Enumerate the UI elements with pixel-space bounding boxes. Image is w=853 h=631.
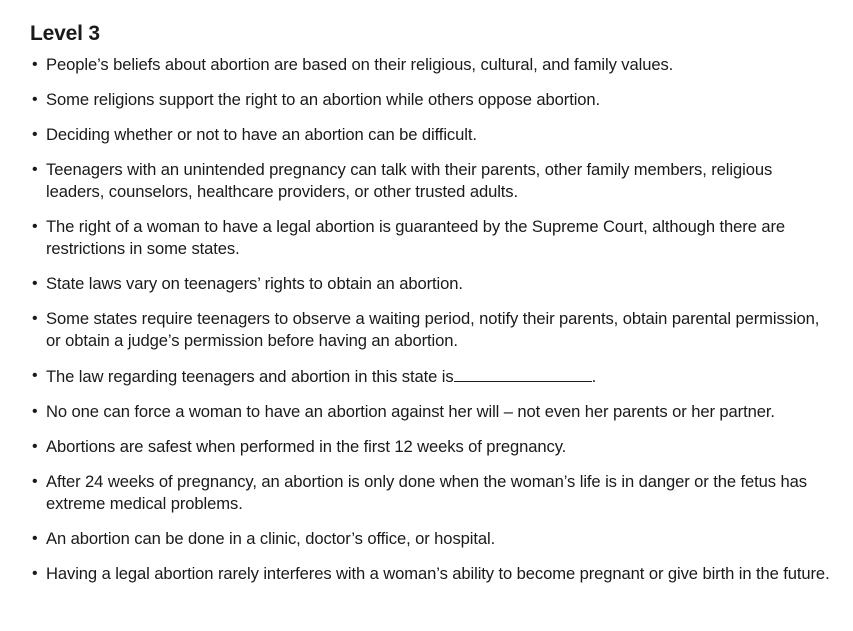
bullet-icon: • — [32, 126, 38, 143]
list-item-text: Teenagers with an unintended pregnancy can talk with their parents, other family members, religious leaders, counselors, healthcare providers, or other trusted adults. — [46, 160, 773, 201]
bullet-icon: • — [32, 218, 38, 235]
list-item-text: Abortions are safest when performed in the first 12 weeks of pregnancy. — [46, 437, 567, 456]
list-item — [30, 436, 830, 458]
list-item-text: People’s beliefs about abortion are based on their religious, cultural, and family values. — [46, 55, 674, 74]
list-item-text: After 24 weeks of pregnancy, an abortion is only done when the woman’s life is in danger or the fetus has extreme medical problems. — [46, 472, 807, 513]
list-item — [30, 563, 830, 585]
list-item-text: An abortion can be done in a clinic, doctor’s office, or hospital. — [46, 529, 496, 548]
bullet-icon: • — [32, 310, 38, 327]
list-item — [30, 401, 830, 423]
list-item-text: Deciding whether or not to have an abortion can be difficult. — [46, 125, 477, 144]
fill-in-blank — [454, 365, 592, 382]
list-item-text: State laws vary on teenagers’ rights to obtain an abortion. — [46, 274, 463, 293]
list-item — [30, 273, 830, 295]
list-item — [30, 365, 830, 388]
list-item-text: Having a legal abortion rarely interferes with a woman’s ability to become pregnant or give birth in the future. — [46, 564, 830, 583]
section-heading: Level 3 — [30, 22, 100, 45]
list-item-text: No one can force a woman to have an abortion against her will – not even her parents or her partner. — [46, 402, 775, 421]
list-item — [30, 528, 830, 550]
document-page — [30, 20, 830, 585]
bullet-icon: • — [32, 91, 38, 108]
bullet-icon: • — [32, 473, 38, 490]
bullet-icon: • — [32, 530, 38, 547]
list-item-text: The right of a woman to have a legal abortion is guaranteed by the Supreme Court, although there are restrictions in some states. — [46, 217, 786, 258]
bullet-icon: • — [32, 161, 38, 178]
list-item-text: Some religions support the right to an abortion while others oppose abortion. — [46, 90, 601, 109]
list-item — [30, 124, 830, 146]
list-item — [30, 159, 830, 203]
bullet-icon: • — [32, 565, 38, 582]
bullet-icon: • — [32, 56, 38, 73]
bullet-icon: • — [32, 367, 38, 384]
list-item — [30, 54, 830, 76]
list-item — [30, 471, 830, 515]
list-item-text: Some states require teenagers to observe a waiting period, notify their parents, obtain parental permission, or obtain a judge’s permission before having an abortion. — [46, 309, 820, 350]
bullet-list — [30, 54, 830, 585]
list-item — [30, 89, 830, 111]
list-item-text-end: . — [591, 367, 597, 386]
list-item-text: The law regarding teenagers and abortion in this state is — [46, 367, 454, 386]
list-item — [30, 308, 830, 352]
bullet-icon: • — [32, 403, 38, 420]
bullet-icon: • — [32, 438, 38, 455]
bullet-icon: • — [32, 275, 38, 292]
list-item — [30, 216, 830, 260]
